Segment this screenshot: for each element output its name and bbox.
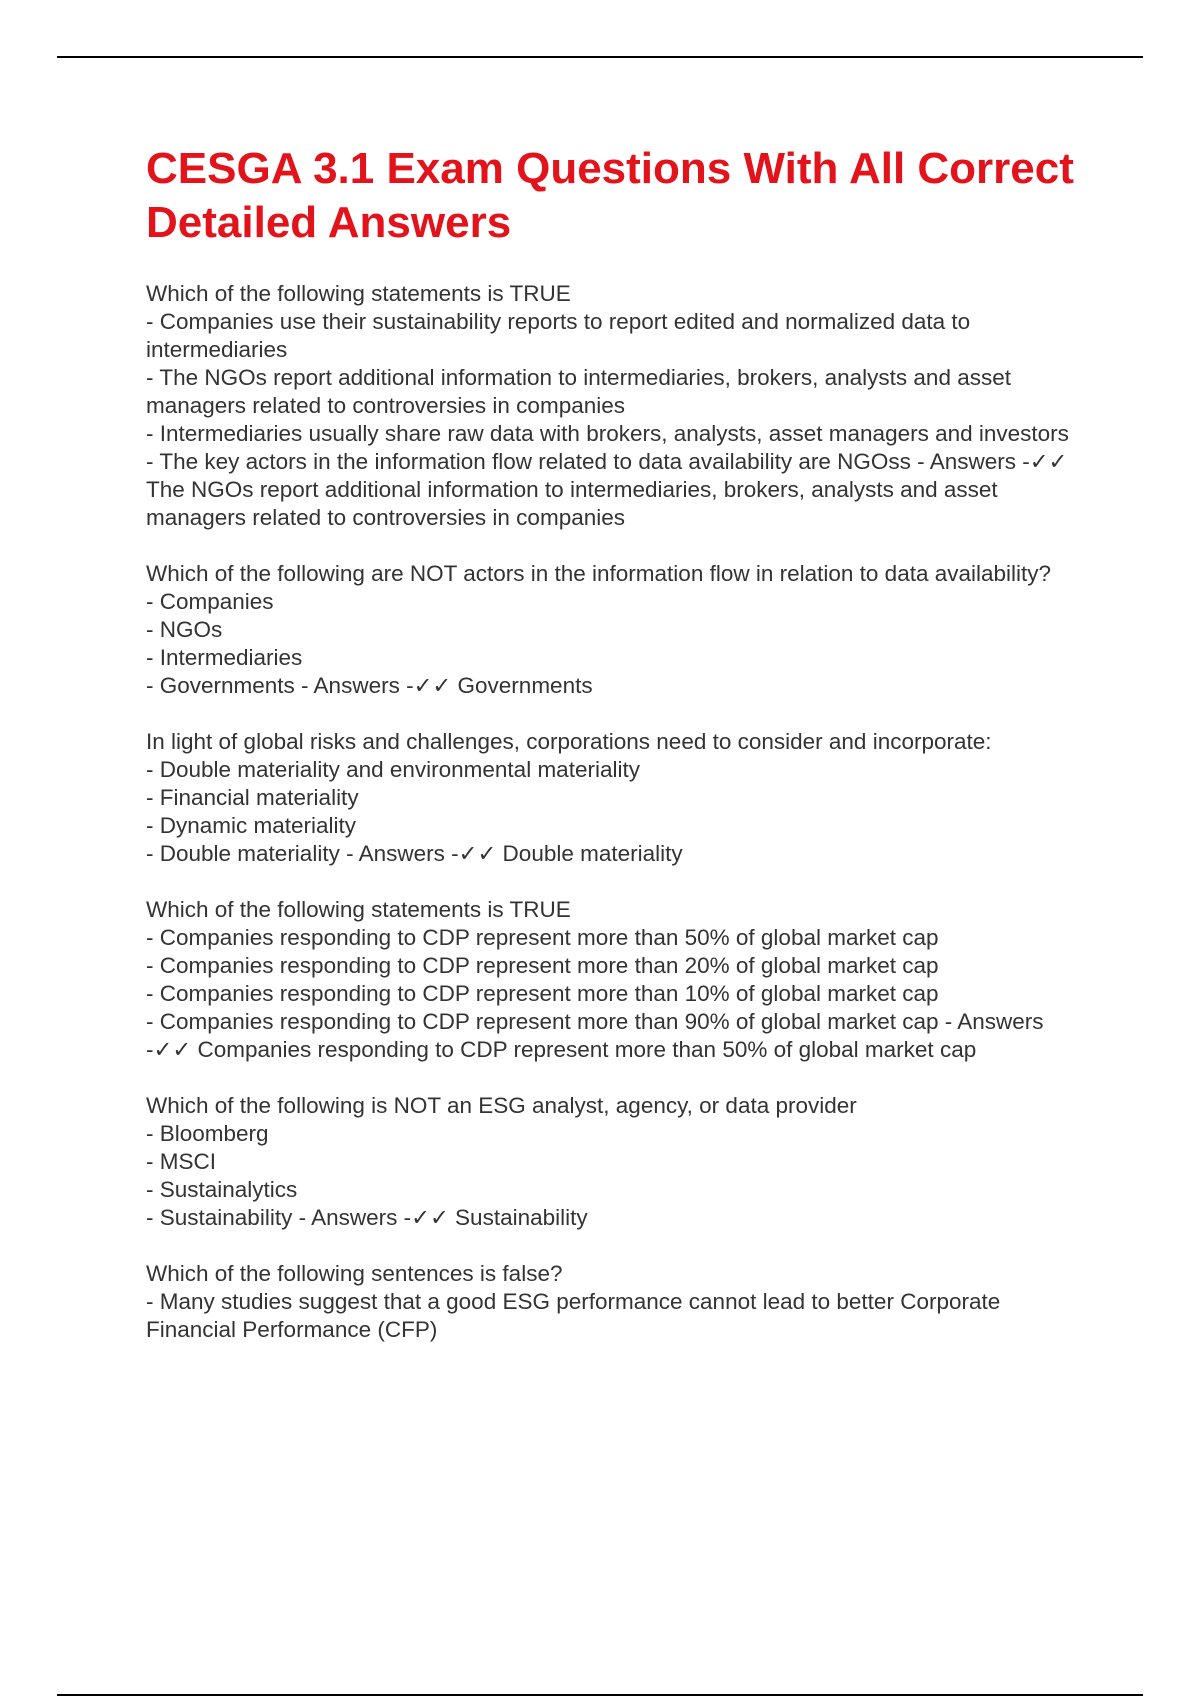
answer-option-with-correct-answer: - The key actors in the information flow related to data availability are NGOss - Answers -✓✓ The NGOs report additional information to intermediaries, brokers, analysts and asset managers related to controversies in companies bbox=[146, 449, 1068, 530]
question-text: Which of the following is NOT an ESG analyst, agency, or data provider bbox=[146, 1093, 857, 1118]
question-block-4 bbox=[146, 896, 1086, 1064]
answer-option: - Financial materiality bbox=[146, 785, 359, 810]
answer-option: - Many studies suggest that a good ESG performance cannot lead to better Corporate Financial Performance (CFP) bbox=[146, 1289, 1001, 1342]
answer-option: - Double materiality and environmental materiality bbox=[146, 757, 640, 782]
question-text: Which of the following sentences is false? bbox=[146, 1261, 563, 1286]
answer-option-with-correct-answer: - Double materiality - Answers -✓✓ Double materiality bbox=[146, 841, 683, 866]
question-block-1 bbox=[146, 280, 1086, 532]
answer-option: - MSCI bbox=[146, 1149, 216, 1174]
answer-option: - Companies use their sustainability reports to report edited and normalized data to intermediaries bbox=[146, 309, 971, 362]
question-text: Which of the following are NOT actors in the information flow in relation to data availability? bbox=[146, 561, 1052, 586]
answer-option: - Sustainalytics bbox=[146, 1177, 298, 1202]
answer-option: - The NGOs report additional information to intermediaries, brokers, analysts and asset managers related to controversies in companies bbox=[146, 365, 1011, 418]
answer-option-with-correct-answer: - Governments - Answers -✓✓ Governments bbox=[146, 673, 593, 698]
answer-option: - Intermediaries usually share raw data with brokers, analysts, asset managers and investors bbox=[146, 421, 1069, 446]
question-text: Which of the following statements is TRUE bbox=[146, 897, 571, 922]
question-block-6 bbox=[146, 1260, 1086, 1344]
question-block-3 bbox=[146, 728, 1086, 868]
answer-option: - Dynamic materiality bbox=[146, 813, 357, 838]
answer-option: - Companies responding to CDP represent more than 10% of global market cap bbox=[146, 981, 939, 1006]
answer-option: - Companies bbox=[146, 589, 274, 614]
header-rule bbox=[57, 56, 1143, 58]
answer-option-with-correct-answer: - Companies responding to CDP represent more than 90% of global market cap - Answers -✓✓ Companies responding to CDP represent more than 50% of global market cap bbox=[146, 1009, 1044, 1062]
answer-option: - NGOs bbox=[146, 617, 223, 642]
answer-option: - Companies responding to CDP represent more than 50% of global market cap bbox=[146, 925, 939, 950]
answer-option: - Intermediaries bbox=[146, 645, 303, 670]
answer-option-with-correct-answer: - Sustainability - Answers -✓✓ Sustainability bbox=[146, 1205, 588, 1230]
answer-option: - Companies responding to CDP represent more than 20% of global market cap bbox=[146, 953, 939, 978]
document-body bbox=[146, 142, 1086, 1372]
answer-option: - Bloomberg bbox=[146, 1121, 269, 1146]
question-text: Which of the following statements is TRUE bbox=[146, 281, 571, 306]
question-block-5 bbox=[146, 1092, 1086, 1232]
question-block-2 bbox=[146, 560, 1086, 700]
question-text: In light of global risks and challenges, corporations need to consider and incorporate: bbox=[146, 729, 992, 754]
document-title: CESGA 3.1 Exam Questions With All Correct Detailed Answers bbox=[146, 144, 1074, 247]
footer-rule bbox=[57, 1694, 1143, 1696]
